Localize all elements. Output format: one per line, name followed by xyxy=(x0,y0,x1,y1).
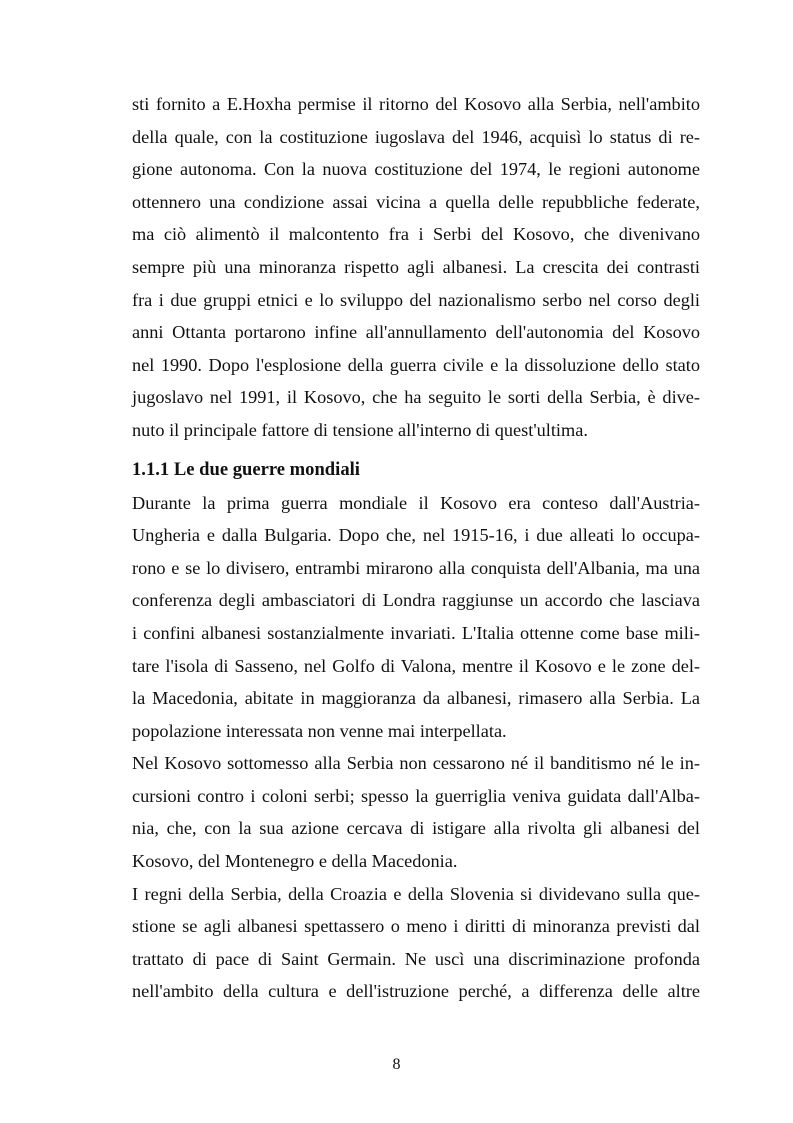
paragraph xyxy=(132,878,700,1008)
text-line: jugoslavo nel 1991, il Kosovo, che ha seguito le sorti della Serbia, è dive- xyxy=(132,387,700,408)
text-line: Nel Kosovo sottomesso alla Serbia non cessarono né il banditismo né le in- xyxy=(132,753,700,774)
text-line: Kosovo, del Montenegro e della Macedonia. xyxy=(132,851,458,872)
text-line: ma ciò alimentò il malcontento fra i Serbi del Kosovo, che divenivano xyxy=(132,224,700,245)
text-line: gione autonoma. Con la nuova costituzione del 1974, le regioni autonome xyxy=(132,159,700,180)
paragraph xyxy=(132,88,700,447)
text-line: i confini albanesi sostanzialmente invariati. L'Italia ottenne come base mili- xyxy=(132,622,700,643)
text-line: rono e se lo divisero, entrambi mirarono alla conquista dell'Albania, ma una xyxy=(132,557,700,578)
text-line: fra i due gruppi etnici e lo sviluppo del nazionalismo serbo nel corso degli xyxy=(132,289,700,310)
text-line: sempre più una minoranza rispetto agli albanesi. La crescita dei contrasti xyxy=(132,256,700,277)
text-line: sti fornito a E.Hoxha permise il ritorno del Kosovo alla Serbia, nell'ambito xyxy=(132,94,700,114)
text-line: nuto il principale fattore di tensione all'interno di quest'ultima. xyxy=(132,419,588,440)
text-line: nia, che, con la sua azione cercava di istigare alla rivolta gli albanesi del xyxy=(132,818,700,839)
page-number: 8 xyxy=(392,1056,401,1073)
paragraph xyxy=(132,747,700,877)
text-line: Durante la prima guerra mondiale il Kosovo era conteso dall'Austria- xyxy=(132,492,700,513)
text-line: la Macedonia, abitate in maggioranza da albanesi, rimasero alla Serbia. La xyxy=(132,688,700,709)
text-line: I regni della Serbia, della Croazia e della Slovenia si dividevano sulla que- xyxy=(132,883,700,904)
page-body xyxy=(132,88,700,1008)
paragraph xyxy=(132,487,700,748)
text-line: stione se agli albanesi spettassero o meno i diritti di minoranza previsti dal xyxy=(132,916,700,937)
text-line: nel 1990. Dopo l'esplosione della guerra civile e la dissoluzione dello stato xyxy=(132,354,700,375)
text-line: Ungheria e dalla Bulgaria. Dopo che, nel 1915-16, i due alleati lo occupa- xyxy=(132,525,700,546)
text-line: conferenza degli ambasciatori di Londra raggiunse un accordo che lasciava xyxy=(132,590,700,611)
text-line: nell'ambito della cultura e dell'istruzione perché, a differenza delle altre xyxy=(132,981,700,1002)
text-line: anni Ottanta portarono infine all'annullamento dell'autonomia del Kosovo xyxy=(132,322,700,343)
text-line: popolazione interessata non venne mai interpellata. xyxy=(132,720,507,741)
section-heading: 1.1.1 Le due guerre mondiali xyxy=(132,458,360,480)
text-line: tare l'isola di Sasseno, nel Golfo di Valona, mentre il Kosovo e le zone del- xyxy=(132,655,700,676)
text-line: trattato di pace di Saint Germain. Ne uscì una discriminazione profonda xyxy=(132,948,700,969)
text-line: cursioni contro i coloni serbi; spesso la guerriglia veniva guidata dall'Alba- xyxy=(132,785,700,806)
text-line: ottennero una condizione assai vicina a quella delle repubbliche federate, xyxy=(132,191,700,212)
text-line: della quale, con la costituzione iugoslava del 1946, acquisì lo status di re- xyxy=(132,126,700,147)
